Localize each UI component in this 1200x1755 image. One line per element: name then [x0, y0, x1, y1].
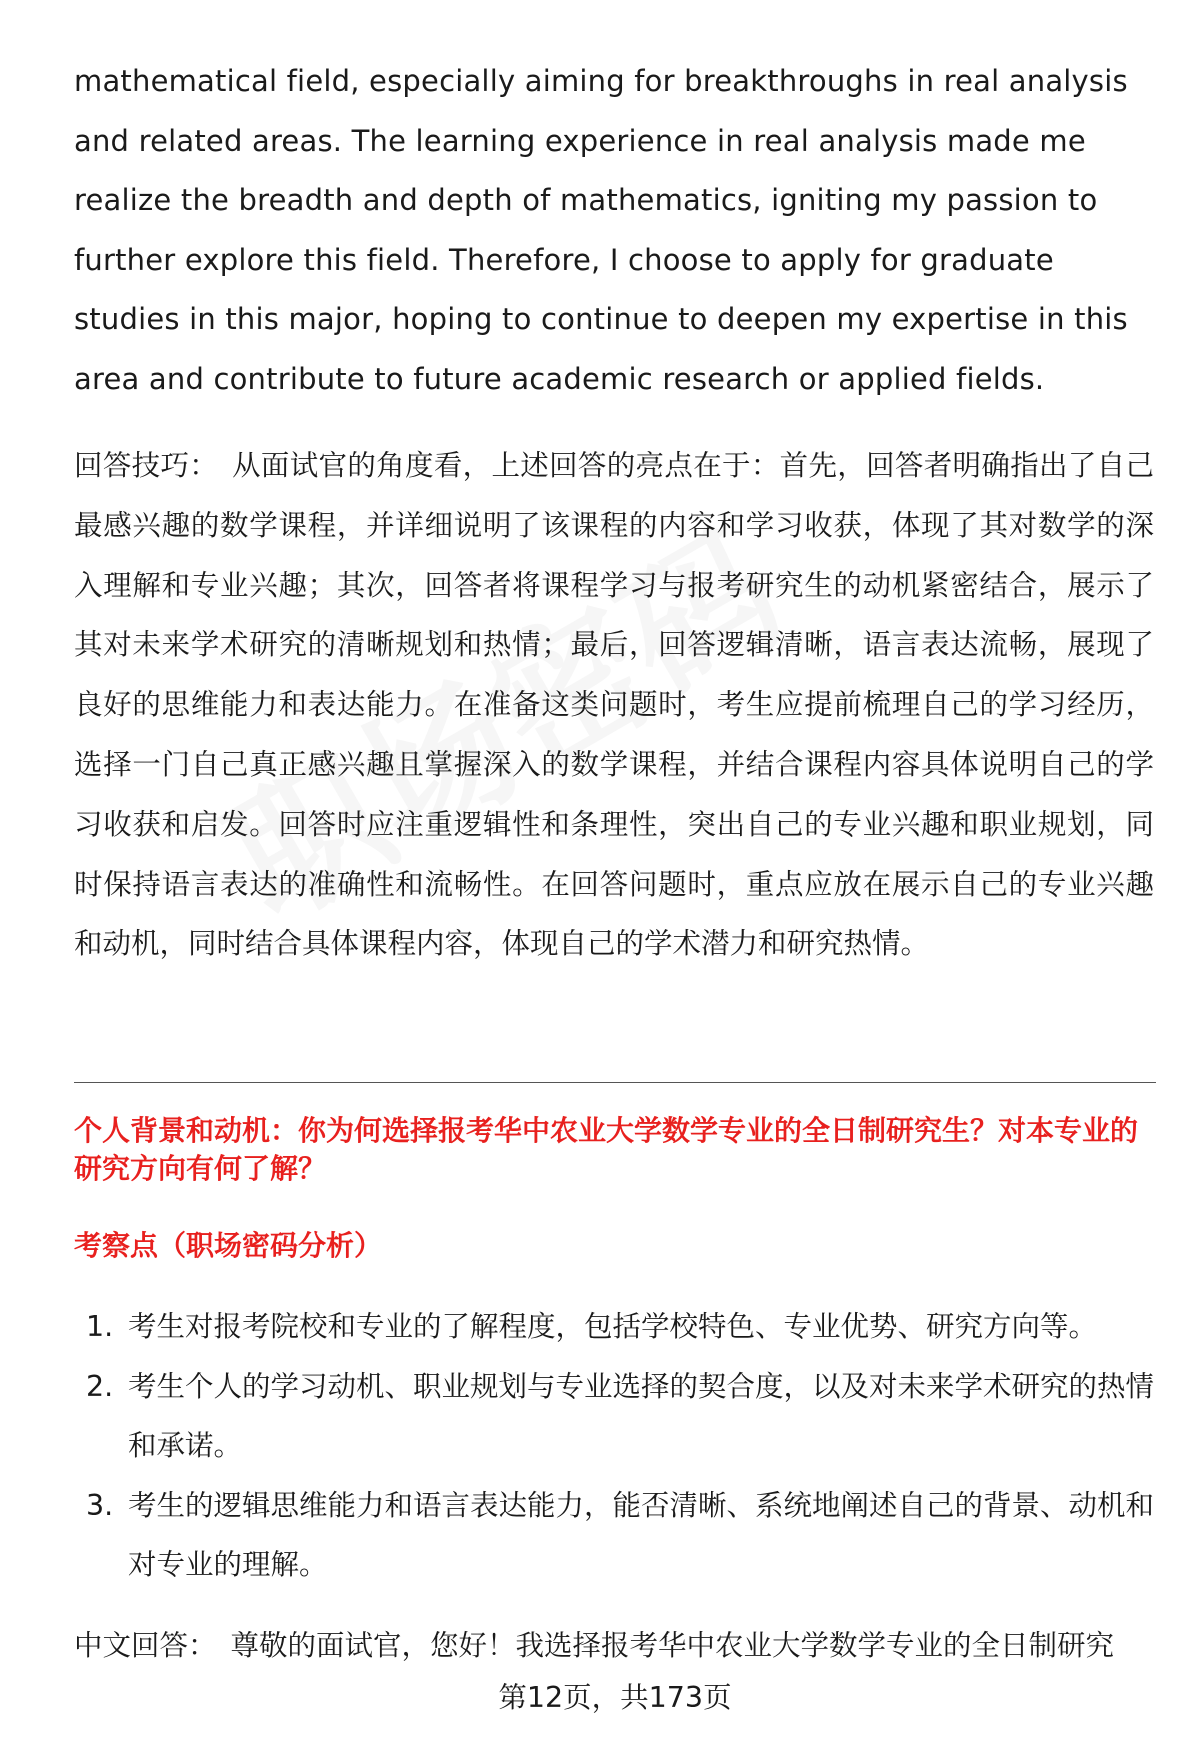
- answer-tips-label: 回答技巧：: [74, 449, 219, 482]
- question-heading: 个人背景和动机：你为何选择报考华中农业大学数学专业的全日制研究生？对本专业的研究方向有何了解？: [74, 1114, 1139, 1185]
- list-item-number: 2.: [86, 1369, 114, 1403]
- answer-tips-paragraph: [74, 436, 1154, 974]
- list-item-text: 考生的逻辑思维能力和语言表达能力，能否清晰、系统地阐述自己的背景、动机和对专业的理解。: [128, 1488, 1155, 1581]
- list-item: [74, 1297, 1156, 1357]
- chinese-answer-label: 中文回答：: [74, 1629, 217, 1662]
- page-number: 第12页，共173页: [498, 1681, 732, 1714]
- chinese-answer-paragraph: [74, 1616, 1174, 1676]
- list-item-number: 3.: [86, 1488, 114, 1522]
- list-item-text: 考生个人的学习动机、职业规划与专业选择的契合度，以及对未来学术研究的热情和承诺。: [128, 1369, 1155, 1462]
- list-item: [74, 1476, 1156, 1595]
- section-divider: [74, 1082, 1156, 1083]
- document-page: [74, 0, 1156, 1755]
- answer-tips-text: 从面试官的角度看，上述回答的亮点在于：首先，回答者明确指出了自己最感兴趣的数学课程，并详细说明了该课程的内容和学习收获，体现了其对数学的深入理解和专业兴趣；其次，回答者将课程学习与报考研究生的动机紧密结合，展示了其对未来学术研究的清晰规划和热情；最后，回答逻辑清晰，语言表达流畅，展现了良好的思维能力和表达能力。在准备这类问题时，考生应提前梳理自己的学习经历，选择一门自己真正感兴趣且掌握深入的数学课程，并结合课程内容具体说明自己的学习收获和启发。回答时应注重逻辑性和条理性，突出自己的专业兴趣和职业规划，同时保持语言表达的准确性和流畅性。在回答问题时，重点应放在展示自己的专业兴趣和动机，同时结合具体课程内容，体现自己的学术潜力和研究热情。: [74, 449, 1154, 961]
- assessment-points-list: [74, 1297, 1156, 1595]
- list-item-number: 1.: [86, 1310, 114, 1343]
- english-paragraph: mathematical field, especially aiming for breakthroughs in real analysis and related areas. The learning experience in real analysis made me realize the breadth and depth of mathematics, igniting my passion to further explore this field. Therefore, I choose to apply for graduate studies in this major, hoping to continue to deepen my expertise in this area and contribute to future academic research or applied fields.: [74, 64, 1128, 396]
- list-item-text: 考生对报考院校和专业的了解程度，包括学校特色、专业优势、研究方向等。: [128, 1310, 1098, 1343]
- list-item: [74, 1357, 1156, 1476]
- assessment-heading: 考察点（职场密码分析）: [74, 1229, 383, 1262]
- chinese-answer-text: 尊敬的面试官，您好！我选择报考华中农业大学数学专业的全日制研究: [230, 1629, 1115, 1662]
